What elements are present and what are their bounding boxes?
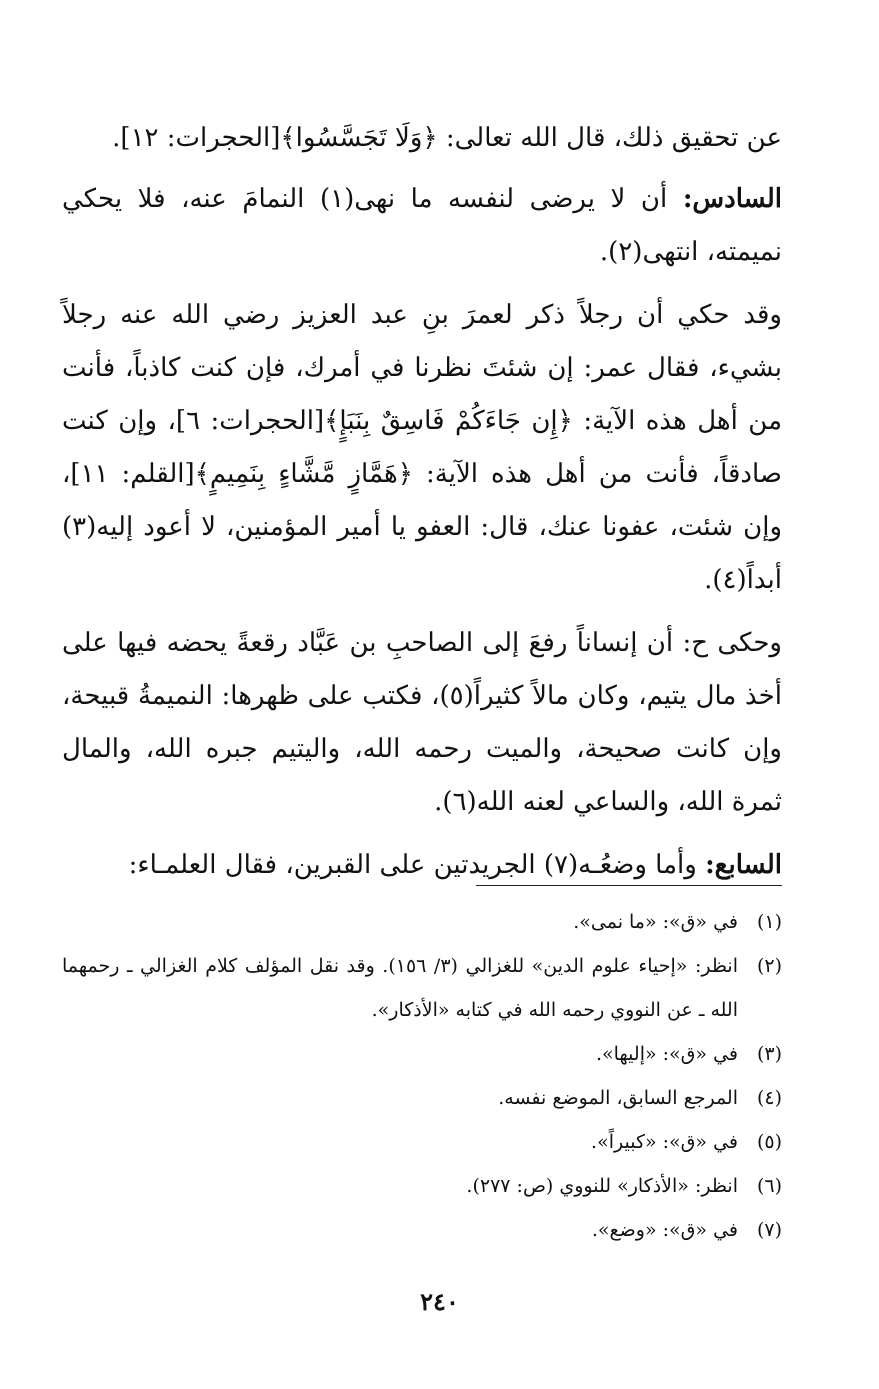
paragraph-text: عن تحقيق ذلك، قال الله تعالى: ﴿وَلَا تَجَسَّسُوا﴾[الحجرات: ١٢]. — [112, 123, 782, 153]
paragraph-lead: السابع: — [705, 850, 782, 880]
main-text — [62, 112, 782, 902]
footnote-number: (٣) — [756, 1043, 782, 1065]
footnote — [62, 944, 782, 1032]
footnote-number: (١) — [756, 911, 782, 933]
footnote-number: (٧) — [756, 1219, 782, 1241]
footnote — [62, 1164, 782, 1208]
footnote-text: انظر: «الأذكار» للنووي (ص: ٢٧٧). — [466, 1175, 738, 1197]
footnote-text: في «ق»: «كبيراً». — [591, 1131, 738, 1153]
footnote-separator — [476, 885, 782, 886]
footnote-text: في «ق»: «إليها». — [595, 1043, 738, 1065]
paragraph-text: وحكى ح: أن إنساناً رفعَ إلى الصاحبِ بن عَبَّاد رقعةً يحضه فيها على أخذ مال يتيم، وكان مالاً كثيراً(٥)، فكتب على ظهرها: النميمةُ قبيحة، وإن كانت صحيحة، والميت رحمه الله، واليتيم جبره الله، والمال ثمرة الله، والساعي لعنه الله(٦). — [62, 628, 782, 817]
footnote — [62, 1076, 782, 1120]
paragraph-2 — [62, 173, 782, 279]
paragraph-text: وأما وضعُـه(٧) الجريدتين على القبرين، فقال العلمـاء: — [128, 850, 706, 880]
paragraph-3 — [62, 289, 782, 607]
footnote-text: انظر: «إحياء علوم الدين» للغزالي (٣/ ١٥٦). وقد نقل المؤلف كلام الغزالي ـ رحمهما الله ـ عن النووي رحمه الله في كتابه «الأذكار». — [62, 955, 738, 1021]
footnote-number: (٤) — [756, 1087, 782, 1109]
page-number: ٢٤٠ — [420, 1287, 459, 1316]
footnote-number: (٦) — [756, 1175, 782, 1197]
paragraph-text: أن لا يرضى لنفسه ما نهى(١) النمامَ عنه، فلا يحكي نميمته، انتهى(٢). — [62, 184, 782, 267]
footnotes — [62, 900, 782, 1252]
footnote-number: (٢) — [756, 955, 782, 977]
footnote-number: (٥) — [756, 1131, 782, 1153]
footnote-text: في «ق»: «وضع». — [591, 1219, 738, 1241]
footnote-text: في «ق»: «ما نمى». — [573, 911, 738, 933]
footnote — [62, 1032, 782, 1076]
paragraph-4 — [62, 617, 782, 829]
paragraph-lead: السادس: — [682, 184, 782, 214]
footnote-text: المرجع السابق، الموضع نفسه. — [498, 1087, 738, 1109]
paragraph-text: وقد حكي أن رجلاً ذكر لعمرَ بنِ عبد العزيز رضي الله عنه رجلاً بشيء، فقال عمر: إن شئتَ نظرنا في أمرك، فإن كنت كاذباً، فأنت من أهل هذه الآية: ﴿إِن جَاءَكُمْ فَاسِقٌ بِنَبَإٍ﴾[الحجرات: ٦]، وإن كنت صادقاً، فأنت من أهل هذه الآية: ﴿هَمَّازٍ مَّشَّاءٍ بِنَمِيمٍ﴾[القلم: ١١]، وإن شئت، عفونا عنك، قال: العفو يا أمير المؤمنين، لا أعود إليه(٣) أبداً(٤). — [62, 300, 782, 595]
footnote — [62, 900, 782, 944]
footnote — [62, 1120, 782, 1164]
paragraph-1 — [62, 112, 782, 165]
footnote — [62, 1208, 782, 1252]
